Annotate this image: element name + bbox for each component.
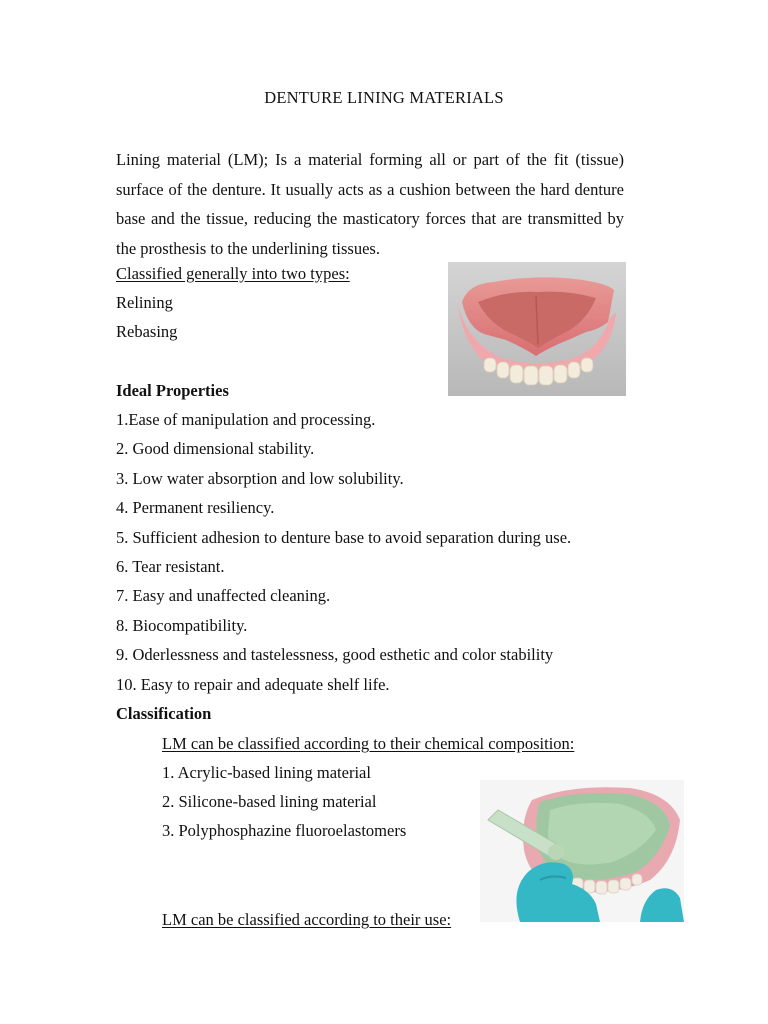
ideal-property-2: 2. Good dimensional stability. <box>116 439 315 458</box>
ideal-property-4: 4. Permanent resiliency. <box>116 498 275 517</box>
chemical-composition-heading: LM can be classified according to their chemical composition: <box>162 734 575 753</box>
page-title: DENTURE LINING MATERIALS <box>264 88 504 107</box>
type-item-rebasing: Rebasing <box>116 322 178 341</box>
ideal-property-10: 10. Easy to repair and adequate shelf life. <box>116 675 390 694</box>
chemical-type-polyphosphazine: 3. Polyphosphazine fluoroelastomers <box>162 821 407 840</box>
chemical-type-acrylic: 1. Acrylic-based lining material <box>162 763 371 782</box>
ideal-property-7: 7. Easy and unaffected cleaning. <box>116 586 331 605</box>
ideal-property-5: 5. Sufficient adhesion to denture base to avoid separation during use. <box>116 528 572 547</box>
ideal-property-1: 1.Ease of manipulation and processing. <box>116 410 376 429</box>
ideal-property-6: 6. Tear resistant. <box>116 557 225 576</box>
chemical-type-silicone: 2. Silicone-based lining material <box>162 792 377 811</box>
types-heading: Classified generally into two types: <box>116 264 350 283</box>
type-item-relining: Relining <box>116 293 173 312</box>
classification-heading: Classification <box>116 704 212 723</box>
ideal-property-8: 8. Biocompatibility. <box>116 616 248 635</box>
ideal-property-9: 9. Oderlessness and tastelessness, good esthetic and color stability <box>116 645 554 664</box>
upper-denture-photo <box>448 262 626 396</box>
use-heading: LM can be classified according to their use: <box>162 910 452 929</box>
intro-paragraph: Lining material (LM); Is a material forming all or part of the fit (tissue) surface of the denture. It usually acts as a cushion between the hard denture base and the tissue, reducing the masticatory forces that are transmitted by the prosthesis to the underlining tissues. <box>116 150 624 258</box>
denture-relining-photo <box>480 780 684 922</box>
ideal-properties-heading: Ideal Properties <box>116 381 229 400</box>
ideal-property-3: 3. Low water absorption and low solubility. <box>116 469 404 488</box>
